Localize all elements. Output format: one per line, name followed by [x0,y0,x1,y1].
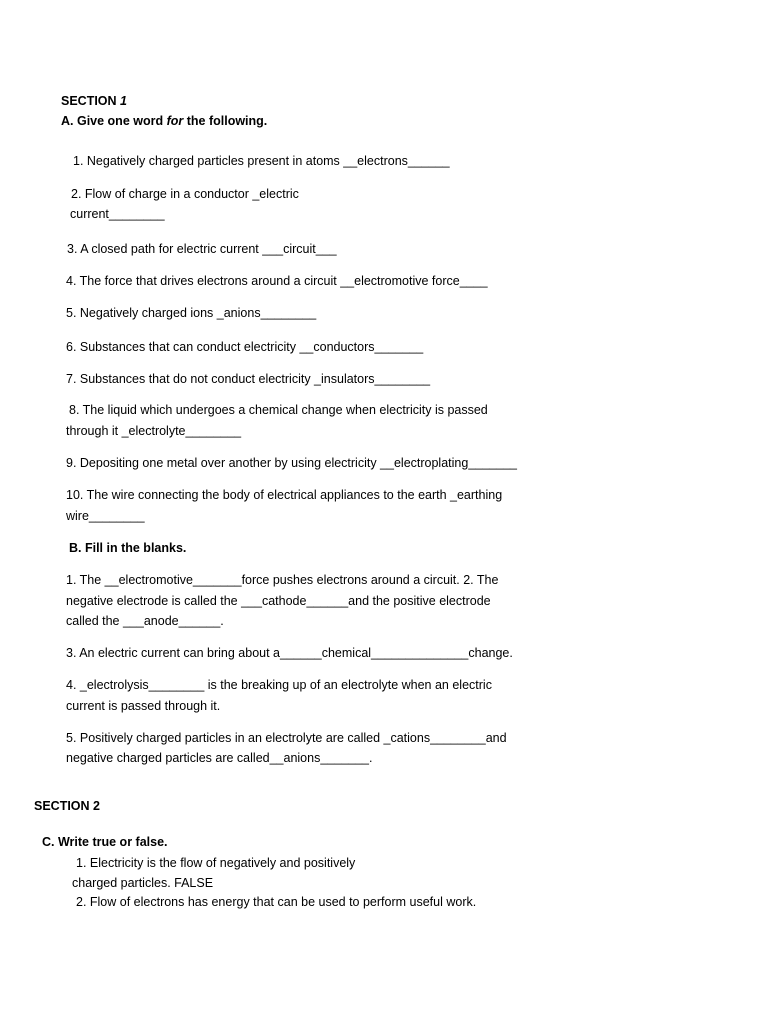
part-b-question-3: 3. An electric current can bring about a______chemical______________change. [66,646,513,660]
part-b-question-5-line-2: negative charged particles are called__anions_______. [66,751,373,765]
part-a-question-6: 6. Substances that can conduct electricity __conductors_______ [66,340,424,354]
part-b-title: B. Fill in the blanks. [69,541,187,555]
section-2-heading: SECTION 2 [34,799,100,813]
part-a-question-7: 7. Substances that do not conduct electricity _insulators________ [66,372,431,386]
section-1-heading-number: 1 [120,94,127,108]
part-c-title: C. Write true or false. [42,835,168,849]
part-a-question-8-line-1: 8. The liquid which undergoes a chemical change when electricity is passed [69,403,488,417]
part-a-question-5: 5. Negatively charged ions _anions________ [66,306,317,320]
part-b-question-1-line-3: called the ___anode______. [66,614,224,628]
part-a-title-pre: A. Give one word [61,114,167,128]
section-1-heading [61,91,127,111]
part-a-question-3: 3. A closed path for electric current ___circuit___ [67,242,337,256]
part-a-question-9: 9. Depositing one metal over another by using electricity __electroplating_______ [66,456,517,470]
part-a-title-em: for [166,114,184,128]
part-b-question-5-line-1: 5. Positively charged particles in an electrolyte are called _cations________and [66,731,507,745]
part-a-question-4: 4. The force that drives electrons around a circuit __electromotive force____ [66,274,488,288]
part-b-question-4-line-1: 4. _electrolysis________ is the breaking up of an electrolyte when an electric [66,678,492,692]
part-a-question-8-line-2: through it _electrolyte________ [66,424,242,438]
part-a-title [61,111,267,131]
part-a-question-10-line-2: wire________ [66,509,145,523]
part-a-question-1: 1. Negatively charged particles present in atoms __electrons______ [73,154,450,168]
part-a-question-10-line-1: 10. The wire connecting the body of electrical appliances to the earth _earthing [66,488,503,502]
part-a-title-post: the following. [183,114,268,128]
part-a-question-2-line-2: current________ [70,207,165,221]
part-c-question-2: 2. Flow of electrons has energy that can be used to perform useful work. [76,895,477,909]
part-c-question-1-line-1: 1. Electricity is the flow of negatively and positively [76,856,356,870]
section-1-heading-text: SECTION [61,94,121,108]
part-b-question-1-line-2: negative electrode is called the ___cathode______and the positive electrode [66,594,491,608]
part-b-question-4-line-2: current is passed through it. [66,699,221,713]
part-b-question-1-line-1: 1. The __electromotive_______force pushes electrons around a circuit. 2. The [66,573,499,587]
part-c-question-1-line-2: charged particles. FALSE [72,876,214,890]
part-a-question-2-line-1: 2. Flow of charge in a conductor _electric [71,187,299,201]
